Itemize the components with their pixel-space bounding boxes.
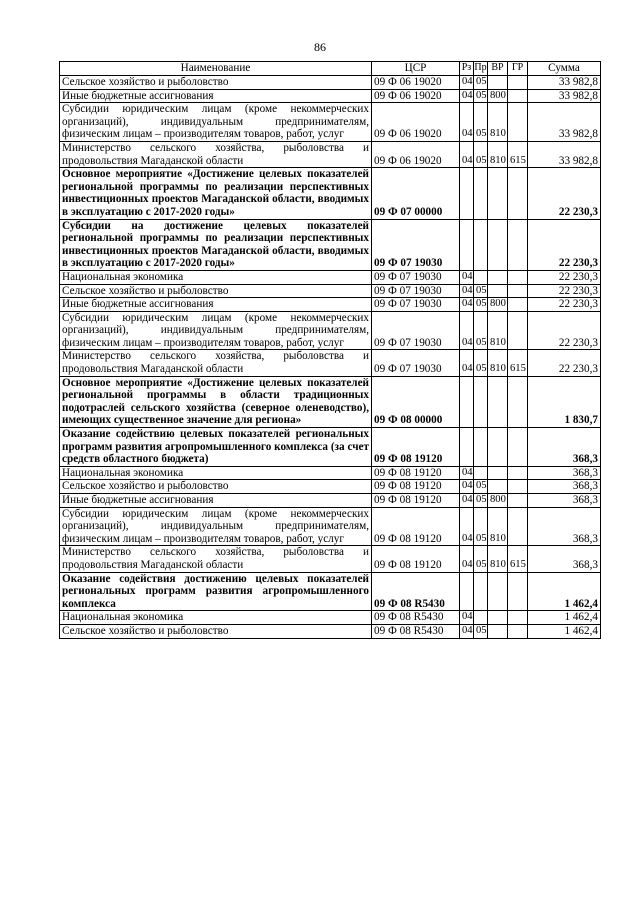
table-row [60,219,601,270]
cell-rz: 04 [460,507,474,546]
cell-rz [460,428,474,467]
cell-gr [508,572,528,611]
cell-csr: 09 Ф 07 19030 [372,350,460,376]
cell-csr: 09 Ф 06 19020 [372,76,460,90]
cell-vr [488,572,508,611]
cell-rz [460,219,474,270]
cell-csr: 09 Ф 08 R5430 [372,611,460,625]
cell-vr [488,76,508,90]
table-row [60,350,601,376]
cell-pr: 05 [474,507,488,546]
cell-gr [508,103,528,142]
cell-vr [488,480,508,494]
cell-csr: 09 Ф 07 19030 [372,270,460,284]
table-row [60,76,601,90]
cell-pr [474,428,488,467]
cell-rz: 04 [460,141,474,167]
cell-pr [474,466,488,480]
cell-rz: 04 [460,270,474,284]
table-row [60,428,601,467]
cell-gr [508,311,528,350]
cell-name: Иные бюджетные ассигнования [60,89,372,103]
cell-name: Основное мероприятие «Достижение целевых показателей региональной программы в области традиционных подотраслей сельского хозяйства (северное оленеводство), имеющих существенное значение для региона» [60,376,372,427]
cell-csr: 09 Ф 06 19020 [372,103,460,142]
cell-pr [474,376,488,427]
cell-vr [488,466,508,480]
cell-gr [508,270,528,284]
cell-pr: 05 [474,494,488,508]
cell-vr: 800 [488,494,508,508]
cell-pr: 05 [474,76,488,90]
cell-sum: 22 230,3 [528,284,601,298]
cell-gr [508,507,528,546]
cell-pr [474,572,488,611]
cell-rz [460,168,474,219]
cell-gr [508,168,528,219]
header-vr: ВР [488,62,508,76]
table-row [60,466,601,480]
cell-sum: 33 982,8 [528,141,601,167]
cell-sum: 22 230,3 [528,350,601,376]
cell-pr: 05 [474,311,488,350]
cell-rz [460,572,474,611]
cell-vr: 810 [488,350,508,376]
cell-pr [474,219,488,270]
table-row [60,103,601,142]
cell-csr: 09 Ф 08 19120 [372,546,460,572]
table-row [60,376,601,427]
cell-pr: 05 [474,103,488,142]
header-csr: ЦСР [372,62,460,76]
cell-sum: 1 830,7 [528,376,601,427]
cell-pr: 05 [474,624,488,638]
cell-csr: 09 Ф 08 19120 [372,494,460,508]
cell-csr: 09 Ф 08 R5430 [372,624,460,638]
cell-csr: 09 Ф 08 19120 [372,480,460,494]
cell-vr [488,270,508,284]
cell-name: Национальная экономика [60,611,372,625]
cell-gr [508,611,528,625]
table-row [60,507,601,546]
cell-pr: 05 [474,298,488,312]
cell-vr [488,168,508,219]
cell-rz: 04 [460,103,474,142]
cell-sum: 22 230,3 [528,298,601,312]
cell-rz: 04 [460,311,474,350]
cell-pr: 05 [474,284,488,298]
cell-pr: 05 [474,350,488,376]
header-row [60,62,601,76]
cell-csr: 09 Ф 07 19030 [372,284,460,298]
cell-name: Национальная экономика [60,466,372,480]
table-row [60,284,601,298]
header-name: Наименование [60,62,372,76]
cell-sum: 368,3 [528,546,601,572]
table-row [60,89,601,103]
cell-gr: 615 [508,350,528,376]
cell-pr [474,168,488,219]
cell-name: Субсидии юридическим лицам (кроме некоммерческих организаций), индивидуальным предпринимателям, физическим лицам – производителям товаров, работ, услуг [60,311,372,350]
cell-vr: 810 [488,311,508,350]
cell-sum: 368,3 [528,466,601,480]
table-row [60,168,601,219]
cell-gr [508,76,528,90]
cell-rz: 04 [460,298,474,312]
cell-pr [474,270,488,284]
cell-vr: 810 [488,546,508,572]
cell-vr [488,284,508,298]
cell-pr: 05 [474,141,488,167]
cell-name: Иные бюджетные ассигнования [60,494,372,508]
cell-sum: 368,3 [528,507,601,546]
cell-name: Субсидии юридическим лицам (кроме некоммерческих организаций), индивидуальным предпринимателям, физическим лицам – производителям товаров, работ, услуг [60,507,372,546]
cell-rz: 04 [460,350,474,376]
cell-csr: 09 Ф 08 19120 [372,466,460,480]
cell-name: Оказание содействию целевых показателей региональных программ развития агропромышленного комплекса (за счет средств областного бюджета) [60,428,372,467]
cell-csr: 09 Ф 07 19030 [372,311,460,350]
table-row [60,141,601,167]
table-row [60,311,601,350]
cell-name: Министерство сельского хозяйства, рыболовства и продовольствия Магаданской области [60,141,372,167]
cell-sum: 22 230,3 [528,270,601,284]
budget-table [59,61,601,639]
table-row [60,624,601,638]
cell-gr [508,298,528,312]
cell-rz [460,376,474,427]
header-pr: Пр [474,62,488,76]
cell-rz: 04 [460,611,474,625]
cell-name: Субсидии юридическим лицам (кроме некоммерческих организаций), индивидуальным предпринимателям, физическим лицам – производителям товаров, работ, услуг [60,103,372,142]
header-gr: ГР [508,62,528,76]
cell-vr [488,428,508,467]
cell-name: Основное мероприятие «Достижение целевых показателей региональной программы по реализации перспективных инвестиционных проектов Магаданской области, вводимых в эксплуатацию с 2017-2020 годы» [60,168,372,219]
cell-gr [508,376,528,427]
table-row [60,546,601,572]
cell-sum: 22 230,3 [528,311,601,350]
cell-vr [488,611,508,625]
cell-sum: 22 230,3 [528,219,601,270]
table-row [60,270,601,284]
cell-vr [488,376,508,427]
cell-pr: 05 [474,480,488,494]
table-row [60,494,601,508]
table-row [60,611,601,625]
cell-csr: 09 Ф 08 R5430 [372,572,460,611]
cell-rz: 04 [460,76,474,90]
cell-pr [474,611,488,625]
cell-sum: 33 982,8 [528,76,601,90]
cell-csr: 09 Ф 06 19020 [372,89,460,103]
table-row [60,572,601,611]
page-number: 86 [314,40,326,54]
cell-csr: 09 Ф 06 19020 [372,141,460,167]
cell-name: Иные бюджетные ассигнования [60,298,372,312]
cell-csr: 09 Ф 08 19120 [372,507,460,546]
cell-vr [488,219,508,270]
cell-name: Сельское хозяйство и рыболовство [60,480,372,494]
cell-csr: 09 Ф 07 19030 [372,298,460,312]
cell-sum: 368,3 [528,480,601,494]
cell-name: Национальная экономика [60,270,372,284]
cell-gr [508,284,528,298]
cell-name: Министерство сельского хозяйства, рыболовства и продовольствия Магаданской области [60,350,372,376]
cell-sum: 33 982,8 [528,103,601,142]
cell-csr: 09 Ф 07 00000 [372,168,460,219]
cell-rz: 04 [460,546,474,572]
header-rz: Рз [460,62,474,76]
cell-rz: 04 [460,624,474,638]
cell-name: Оказание содействия достижению целевых показателей региональных программ развития агропромышленного комплекса [60,572,372,611]
cell-vr [488,624,508,638]
cell-rz: 04 [460,89,474,103]
cell-name: Сельское хозяйство и рыболовство [60,284,372,298]
cell-vr: 810 [488,103,508,142]
cell-sum: 368,3 [528,428,601,467]
cell-sum: 22 230,3 [528,168,601,219]
table-row [60,298,601,312]
cell-gr [508,494,528,508]
cell-sum: 33 982,8 [528,89,601,103]
cell-gr [508,219,528,270]
cell-vr: 810 [488,141,508,167]
cell-csr: 09 Ф 07 19030 [372,219,460,270]
cell-gr [508,480,528,494]
cell-name: Субсидии на достижение целевых показателей региональной программы по реализации перспективных инвестиционных проектов Магаданской области, вводимых в эксплуатацию с 2017-2020 годы» [60,219,372,270]
cell-name: Министерство сельского хозяйства, рыболовства и продовольствия Магаданской области [60,546,372,572]
cell-rz: 04 [460,284,474,298]
cell-sum: 1 462,4 [528,572,601,611]
cell-rz: 04 [460,494,474,508]
cell-gr [508,624,528,638]
cell-gr [508,89,528,103]
cell-vr: 800 [488,89,508,103]
cell-sum: 1 462,4 [528,624,601,638]
cell-name: Сельское хозяйство и рыболовство [60,624,372,638]
cell-rz: 04 [460,466,474,480]
header-sum: Сумма [528,62,601,76]
cell-name: Сельское хозяйство и рыболовство [60,76,372,90]
cell-rz: 04 [460,480,474,494]
table-row [60,480,601,494]
cell-gr [508,428,528,467]
cell-pr: 05 [474,546,488,572]
cell-gr [508,466,528,480]
cell-pr: 05 [474,89,488,103]
cell-csr: 09 Ф 08 19120 [372,428,460,467]
cell-sum: 368,3 [528,494,601,508]
cell-vr: 800 [488,298,508,312]
cell-vr: 810 [488,507,508,546]
cell-sum: 1 462,4 [528,611,601,625]
cell-csr: 09 Ф 08 00000 [372,376,460,427]
cell-gr: 615 [508,141,528,167]
cell-gr: 615 [508,546,528,572]
